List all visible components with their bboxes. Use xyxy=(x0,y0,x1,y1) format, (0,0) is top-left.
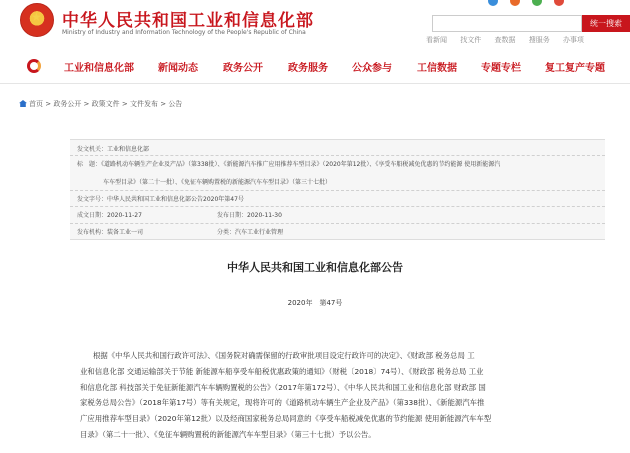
breadcrumb-policy-files[interactable]: 政策文件 xyxy=(91,100,120,108)
category-value: 汽车工业行业管理 xyxy=(235,229,284,236)
quick-links xyxy=(426,35,630,45)
publish-date-label: 发布日期： xyxy=(217,212,248,219)
document-title: 中华人民共和国工业和信息化部公告 xyxy=(227,261,403,274)
app-icon[interactable] xyxy=(554,0,564,6)
nav-item-resumption[interactable]: 复工复产专题 xyxy=(545,63,605,74)
org-value: 装备工业一司 xyxy=(107,229,144,236)
weibo-icon[interactable] xyxy=(488,0,498,6)
quick-link-data[interactable]: 查数据 xyxy=(494,36,516,44)
title-value-line2: 车车型目录》（第二十一批）、《免征车辆购置税的新能源汽车车型目录》（第三十七批） xyxy=(103,179,332,186)
body-line: 业和信息化部 交通运输部关于节能 新能源车船享受车船税优惠政策的通知》（财税〔2018〕74号）、《财政部 税务总局 工业 xyxy=(80,366,484,376)
body-line: 家税务总局公告》（2018年第17号）等有关规定，现将许可的《道路机动车辆生产企业及产品》（第338批）、《新能源汽车推 xyxy=(80,398,485,408)
quick-link-files[interactable]: 找文件 xyxy=(460,36,482,44)
nav-item-government-affairs[interactable]: 政务公开 xyxy=(223,63,263,74)
quick-link-services[interactable]: 搜服务 xyxy=(528,36,550,44)
publisher-value: 工业和信息化部 xyxy=(107,146,150,153)
share-icons xyxy=(488,0,588,6)
body-line: 目录》（第二十一批）、《免征车辆购置税的新能源汽车车型目录》（第三十七批）予以公告。 xyxy=(80,429,376,439)
body-line: 和信息化部 科技部关于免征新能源汽车车辆购置税的公告》（2017年第172号）、《中华人民共和国工业和信息化部 财政部 国 xyxy=(80,382,486,392)
breadcrumb-notice[interactable]: 公告 xyxy=(168,100,183,108)
nav-item-topics[interactable]: 专题专栏 xyxy=(481,63,521,74)
nav-item-data[interactable]: 工信数据 xyxy=(417,63,457,74)
miit-logo-icon[interactable] xyxy=(27,59,41,73)
title-label: 标 题： xyxy=(77,161,102,168)
national-emblem-icon[interactable] xyxy=(20,3,54,37)
document-body xyxy=(80,348,600,443)
wechat-icon[interactable] xyxy=(532,0,542,6)
body-line: 根据《中华人民共和国行政许可法》、《国务院对确需保留的行政审批项目设定行政许可的决定》、《财政部 税务总局 工 xyxy=(93,351,475,360)
breadcrumb: 首页 > 政务公开 > 政策文件 > 文件发布 > 公告 xyxy=(19,99,182,109)
quick-link-news[interactable]: 看新闻 xyxy=(426,36,447,44)
nav-item-news[interactable]: 新闻动态 xyxy=(158,63,198,74)
nav-item-services[interactable]: 政务服务 xyxy=(288,63,328,74)
document-metadata xyxy=(70,139,605,240)
body-line: 广应用推荐车型目录》（2020年第12批）以及经商国家税务总局同意的《享受车船税减免优惠的节约能源 使用新能源汽车车型 xyxy=(80,414,492,424)
doc-number-label: 发文字号： xyxy=(77,196,108,203)
rss-icon[interactable] xyxy=(510,0,520,6)
title-value-line1: 《道路机动车辆生产企业及产品》（第338批）、《新能源汽车推广应用推荐车型目录》（2020年第12批）、《享受车船税减免优惠的节约能源 使用新能源汽 xyxy=(101,161,501,168)
nav-item-participation[interactable]: 公众参与 xyxy=(352,63,392,74)
breadcrumb-gov-affairs[interactable]: 政务公开 xyxy=(53,100,82,108)
site-name[interactable]: 中华人民共和国工业和信息化部 xyxy=(62,11,314,31)
breadcrumb-home[interactable]: 首页 xyxy=(29,100,43,108)
main-nav xyxy=(0,56,630,76)
quick-link-affairs[interactable]: 办事项 xyxy=(562,36,584,44)
site-header xyxy=(0,0,630,50)
category-label: 分类： xyxy=(217,229,236,236)
site-name-english: Ministry of Industry and Information Technology of the People's Republic of China xyxy=(62,29,306,36)
publish-date-value: 2020-11-30 xyxy=(247,212,282,219)
breadcrumb-file-release[interactable]: 文件发布 xyxy=(129,100,158,108)
search-button[interactable]: 统一搜索 xyxy=(582,15,630,32)
nav-divider xyxy=(0,83,630,84)
doc-number-value: 中华人民共和国工业和信息化部公告2020年第47号 xyxy=(107,196,244,203)
home-icon xyxy=(19,100,27,107)
written-date-value: 2020-11-27 xyxy=(107,212,142,219)
search-input[interactable] xyxy=(432,15,582,32)
written-date-label: 成文日期： xyxy=(77,212,108,219)
nav-item-ministry[interactable]: 工业和信息化部 xyxy=(64,63,134,74)
document-number: 2020年 第47号 xyxy=(287,299,343,307)
org-label: 发布机构： xyxy=(77,229,108,236)
publisher-label: 发文机关： xyxy=(77,146,108,153)
